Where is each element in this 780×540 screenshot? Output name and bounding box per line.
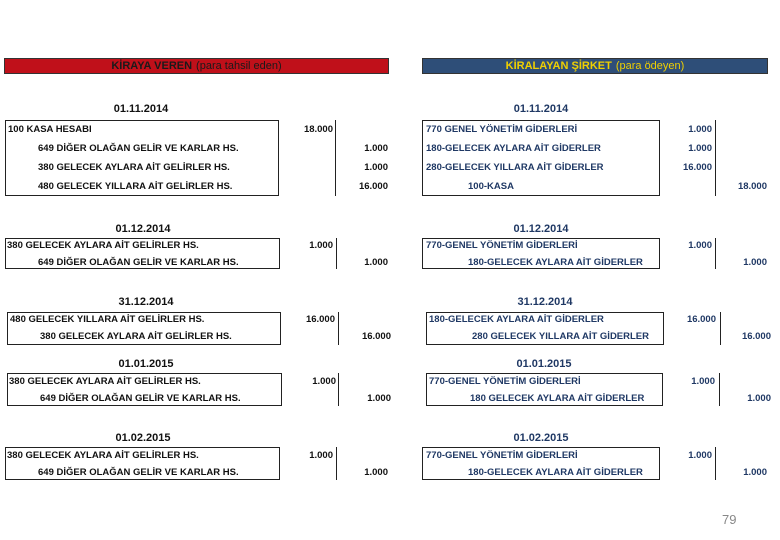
- debit-account: 380 GELECEK AYLARA AİT GELİRLER HS.: [9, 376, 201, 387]
- credit-account: 649 DİĞER OLAĞAN GELİR VE KARLAR HS.: [40, 393, 241, 404]
- credit-amount: 1.000: [364, 162, 388, 173]
- lessor-header-title: KİRAYA VEREN: [111, 60, 193, 72]
- credit-account: 180-GELECEK AYLARA AİT GİDERLER: [468, 257, 643, 268]
- credit-account: 100-KASA: [468, 181, 514, 192]
- credit-amount: 1.000: [747, 393, 771, 404]
- lessor-header-sub: (para tahsil eden): [196, 60, 282, 72]
- debit-amount: 16.000: [682, 162, 712, 173]
- credit-amount: 1.000: [743, 467, 767, 478]
- debit-amount: 18.000: [303, 124, 333, 135]
- lessee-header: [422, 58, 768, 74]
- credit-amount: 16.000: [361, 331, 391, 342]
- debit-account: 480 GELECEK YILLARA AİT GELİRLER HS.: [10, 314, 205, 325]
- debit-account: 770-GENEL YÖNETİM GİDERLERİ: [429, 376, 581, 387]
- entry-date: 01.02.2015: [115, 432, 171, 444]
- debit-amount: 16.000: [305, 314, 335, 325]
- credit-account: 649 DİĞER OLAĞAN GELİR VE KARLAR HS.: [38, 257, 239, 268]
- entry-date: 01.12.2014: [513, 223, 569, 235]
- credit-account: 180 GELECEK AYLARA AİT GİDERLER: [470, 393, 645, 404]
- debit-account: 770 GENEL YÖNETİM GİDERLERİ: [426, 124, 578, 135]
- entry-date: 01.12.2014: [115, 223, 171, 235]
- debit-amount: 1.000: [688, 143, 712, 154]
- entry-date: 01.01.2015: [118, 358, 174, 370]
- credit-amount: 1.000: [743, 257, 767, 268]
- debit-amount: 1.000: [309, 450, 333, 461]
- debit-amount: 1.000: [688, 450, 712, 461]
- entry-date: 01.11.2014: [513, 103, 569, 115]
- credit-amount: 16.000: [358, 181, 388, 192]
- credit-amount: 1.000: [367, 393, 391, 404]
- credit-amount: 1.000: [364, 143, 388, 154]
- credit-amount: 1.000: [364, 467, 388, 478]
- debit-account: 770-GENEL YÖNETİM GİDERLERİ: [426, 450, 578, 461]
- debit-amount: 1.000: [309, 240, 333, 251]
- entry-date: 31.12.2014: [118, 296, 174, 308]
- debit-account: 770-GENEL YÖNETİM GİDERLERİ: [426, 240, 578, 251]
- debit-account: 380 GELECEK AYLARA AİT GELİRLER HS.: [7, 240, 199, 251]
- lessor-header: [4, 58, 389, 74]
- credit-account: 649 DİĞER OLAĞAN GELİR VE KARLAR HS.: [38, 467, 239, 478]
- debit-amount: 16.000: [686, 314, 716, 325]
- credit-account: 280 GELECEK YILLARA AİT GİDERLER: [472, 331, 650, 342]
- credit-amount: 16.000: [741, 331, 771, 342]
- debit-account: 180-GELECEK AYLARA AİT GİDERLER: [426, 143, 601, 154]
- debit-amount: 1.000: [312, 376, 336, 387]
- lessee-header-title: KİRALAYAN ŞİRKET: [505, 60, 612, 72]
- debit-amount: 1.000: [688, 240, 712, 251]
- debit-account: 180-GELECEK AYLARA AİT GİDERLER: [429, 314, 604, 325]
- debit-account: 100 KASA HESABI: [8, 124, 92, 135]
- entry-date: 01.02.2015: [513, 432, 569, 444]
- debit-amount: 1.000: [691, 376, 715, 387]
- credit-amount: 1.000: [364, 257, 388, 268]
- credit-account: 480 GELECEK YILLARA AİT GELİRLER HS.: [38, 181, 233, 192]
- entry-date: 31.12.2014: [517, 296, 573, 308]
- credit-account: 380 GELECEK AYLARA AİT GELİRLER HS.: [38, 162, 230, 173]
- credit-account: 180-GELECEK AYLARA AİT GİDERLER: [468, 467, 643, 478]
- entry-date: 01.11.2014: [113, 103, 169, 115]
- debit-account: 380 GELECEK AYLARA AİT GELİRLER HS.: [7, 450, 199, 461]
- credit-amount: 18.000: [737, 181, 767, 192]
- credit-account: 649 DİĞER OLAĞAN GELİR VE KARLAR HS.: [38, 143, 239, 154]
- debit-account: 280-GELECEK YILLARA AİT GİDERLER: [426, 162, 604, 173]
- entry-date: 01.01.2015: [516, 358, 572, 370]
- page-number: 79: [722, 512, 737, 527]
- debit-amount: 1.000: [688, 124, 712, 135]
- lessee-header-sub: (para ödeyen): [615, 60, 685, 72]
- credit-account: 380 GELECEK AYLARA AİT GELİRLER HS.: [40, 331, 232, 342]
